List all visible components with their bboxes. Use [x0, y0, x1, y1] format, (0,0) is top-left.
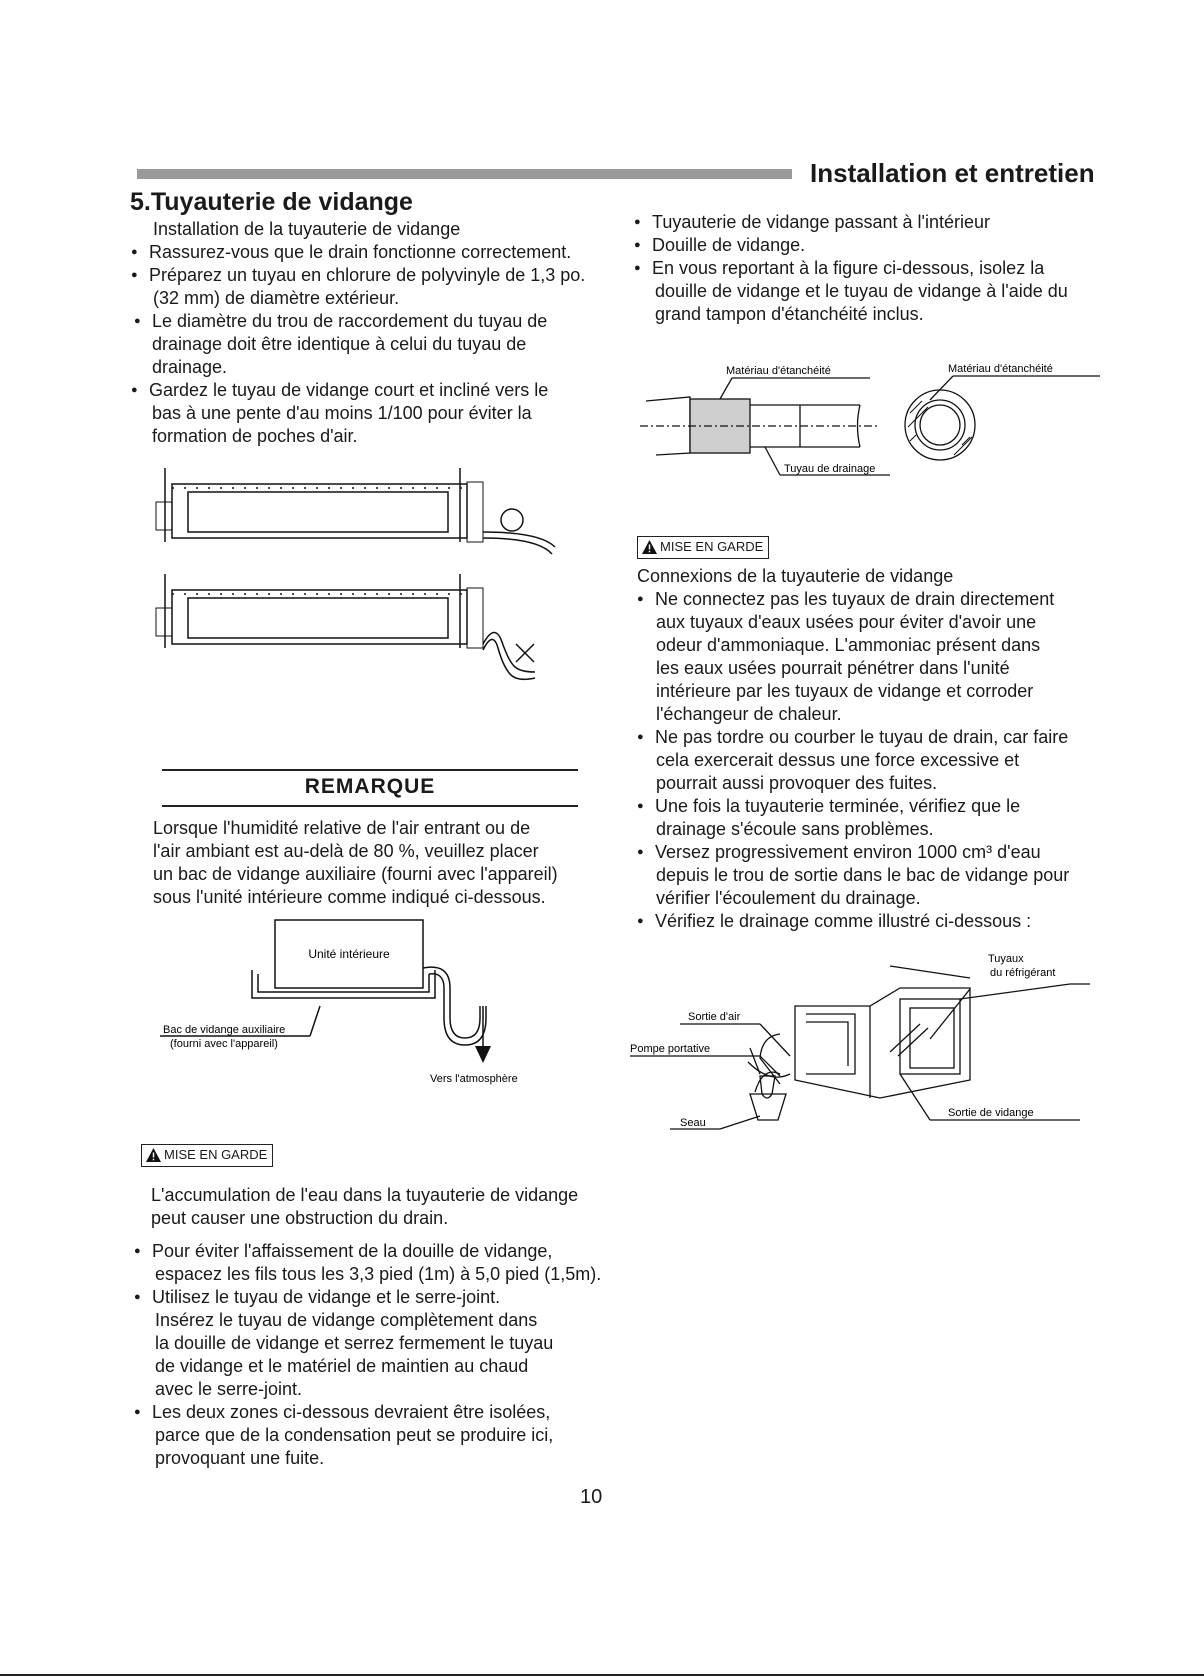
left-line: Insérez le tuyau de vidange complètement dans [155, 1310, 538, 1330]
seal-figure [640, 355, 1110, 485]
caution-label: MISE EN GARDE [164, 1147, 268, 1162]
caution-line: L'accumulation de l'eau dans la tuyauterie de vidange [151, 1185, 579, 1205]
remark-title: REMARQUE [304, 775, 436, 798]
right-line: vérifier l'écoulement du drainage. [656, 888, 921, 908]
caution-badge [141, 1144, 273, 1167]
refrigerant-label-sub: du réfrigérant [990, 967, 1056, 979]
caution-line: peut causer une obstruction du drain. [151, 1208, 449, 1228]
right-bullet: ● Douille de vidange. [652, 234, 805, 257]
left-bullet: ● Pour éviter l'affaissement de la douille de vidange, [152, 1240, 552, 1263]
remark-line: l'air ambiant est au-delà de 80 %, veuillez placer [153, 841, 539, 861]
right-line: odeur d'ammoniaque. L'ammoniac présent dans [656, 635, 1041, 655]
left-bullet: ● Les deux zones ci-dessous devraient être isolées, [152, 1401, 550, 1424]
right-line: cela exercerait dessus une force excessive et [656, 750, 1020, 770]
left-bullet: ● Gardez le tuyau de vidange court et incliné vers le [149, 379, 548, 402]
caution-badge [637, 536, 769, 559]
wrong-cross-icon [516, 644, 534, 662]
left-line: parce que de la condensation peut se produire ici, [155, 1425, 554, 1445]
header-title: Installation et entretien [810, 158, 1095, 188]
remark-line: un bac de vidange auxiliaire (fourni avec l'appareil) [153, 864, 558, 884]
remark-line: sous l'unité intérieure comme indiqué ci-dessous. [153, 887, 546, 907]
remark-rule-top [162, 769, 578, 771]
right-bullet: ● Tuyauterie de vidange passant à l'intérieur [652, 211, 990, 234]
right-conn-title: Connexions de la tuyauterie de vidange [637, 566, 954, 586]
right-line: les eaux usées pourrait pénétrer dans l'unité [656, 658, 1010, 678]
left-bullet: ● Le diamètre du trou de raccordement du tuyau de [152, 310, 547, 333]
left-line: (32 mm) de diamètre extérieur. [153, 288, 400, 308]
drain-check-figure [630, 944, 1100, 1144]
pan-label: Bac de vidange auxiliaire [163, 1024, 286, 1036]
bucket-label: Seau [680, 1117, 706, 1129]
warning-icon [642, 540, 657, 554]
left-line: bas à une pente d'au moins 1/100 pour éviter la [152, 403, 532, 423]
unit-label: Unité intérieure [308, 947, 390, 961]
section-title: 5.Tuyauterie de vidange [130, 188, 413, 216]
right-bullet: ● Ne pas tordre ou courber le tuyau de drain, car faire [655, 726, 1068, 749]
right-bullet: ● Une fois la tuyauterie terminée, vérifiez que le [655, 795, 1020, 818]
pipe-label: Tuyau de drainage [784, 463, 876, 475]
left-line: avec le serre-joint. [155, 1379, 303, 1399]
left-line: espacez les fils tous les 3,3 pied (1m) à 5,0 pied (1,5m). [155, 1264, 602, 1284]
header-bar [137, 169, 792, 179]
right-line: grand tampon d'étanchéité inclus. [655, 304, 924, 324]
seal-label: Matériau d'étanchéité [726, 365, 831, 377]
warning-icon [146, 1148, 161, 1162]
right-bullet: ● Ne connectez pas les tuyaux de drain directement [655, 588, 1054, 611]
right-bullet: ● En vous reportant à la figure ci-dessous, isolez la [652, 257, 1044, 280]
pan-label-sub: (fourni avec l'appareil) [170, 1038, 278, 1050]
left-line: drainage. [152, 357, 228, 377]
right-line: drainage s'écoule sans problèmes. [656, 819, 934, 839]
ok-circle-icon [501, 509, 523, 531]
left-line: formation de poches d'air. [152, 426, 358, 446]
remark-rule-bottom [162, 805, 578, 807]
right-line: douille de vidange et le tuyau de vidange à l'aide du [655, 281, 1068, 301]
right-bullet: ● Vérifiez le drainage comme illustré ci-dessous : [655, 910, 1031, 933]
page-number: 10 [580, 1486, 603, 1508]
left-line: drainage doit être identique à celui du tuyau de [152, 334, 527, 354]
left-bullet: ● Préparez un tuyau en chlorure de polyvinyle de 1,3 po. [149, 264, 585, 287]
left-line: de vidange et le matériel de maintien au chaud [155, 1356, 529, 1376]
atmosphere-label: Vers l'atmosphère [430, 1073, 518, 1085]
refrigerant-label: Tuyaux [988, 953, 1024, 965]
right-line: depuis le trou de sortie dans le bac de vidange pour [656, 865, 1070, 885]
left-bullet: ● Rassurez-vous que le drain fonctionne correctement. [149, 241, 571, 264]
footer-rule [0, 1674, 1204, 1676]
left-bullet: ● Utilisez le tuyau de vidange et le serre-joint. [152, 1286, 500, 1309]
arrow-down-icon [475, 1046, 491, 1063]
caution-label: MISE EN GARDE [660, 539, 764, 554]
drain-pan-figure [160, 918, 560, 1093]
right-bullet: ● Versez progressivement environ 1000 cm³ d'eau [655, 841, 1041, 864]
left-line: la douille de vidange et serrez fermement le tuyau [155, 1333, 554, 1353]
air-outlet-label: Sortie d'air [688, 1011, 741, 1023]
right-line: l'échangeur de chaleur. [656, 704, 842, 724]
right-line: intérieure par les tuyaux de vidange et corroder [656, 681, 1034, 701]
left-line: provoquant une fuite. [155, 1448, 325, 1468]
drain-outlet-label: Sortie de vidange [948, 1107, 1034, 1119]
pump-label: Pompe portative [630, 1043, 711, 1055]
right-line: aux tuyaux d'eaux usées pour éviter d'avoir une [656, 612, 1037, 632]
drain-slope-figure [150, 462, 570, 702]
right-line: pourrait aussi provoquer des fuites. [656, 773, 938, 793]
remark-line: Lorsque l'humidité relative de l'air entrant ou de [153, 818, 531, 838]
left-intro: Installation de la tuyauterie de vidange [153, 219, 461, 239]
seal-label: Matériau d'étanchéité [948, 363, 1053, 375]
